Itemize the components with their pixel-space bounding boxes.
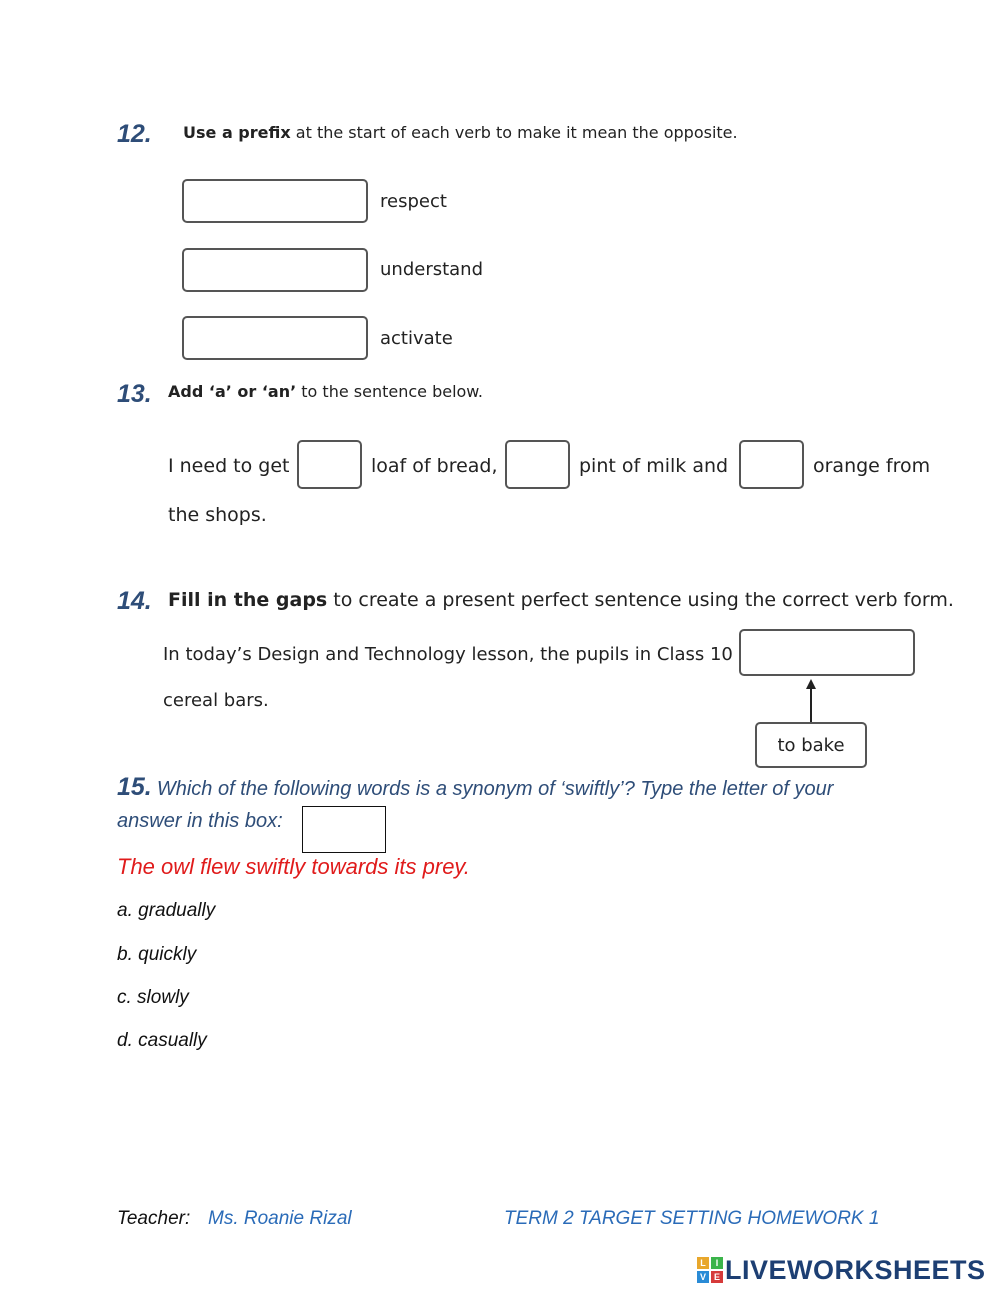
q13-text-3: pint of milk and	[579, 455, 729, 477]
q12-number: 12.	[117, 120, 152, 148]
logo-letter-e: E	[711, 1271, 723, 1283]
q13-text-4: orange from	[813, 455, 931, 477]
q12-prefix-input-3[interactable]	[182, 316, 368, 360]
q14-sentence-line1: In today’s Design and Technology lesson, the pupils in Class 10	[163, 644, 733, 665]
q15-answer-input[interactable]	[302, 806, 386, 853]
q13-article-input-2[interactable]	[505, 440, 570, 489]
q13-instruction-bold: Add ‘a’ or ‘an’	[168, 382, 297, 401]
q13-instruction	[168, 382, 483, 401]
q15-example-sentence: The owl flew swiftly towards its prey.	[117, 854, 470, 879]
q12-instruction	[183, 123, 738, 142]
footer-title: TERM 2 TARGET SETTING HOMEWORK 1	[504, 1208, 880, 1229]
q12-word-3: activate	[380, 328, 453, 349]
q15-option-a: a. gradually	[117, 900, 216, 921]
q13-instruction-rest: to the sentence below.	[296, 382, 484, 401]
q14-sentence-line2: cereal bars.	[163, 690, 269, 711]
q13-text-1: I need to get	[168, 455, 290, 477]
q14-instruction-bold: Fill in the gaps	[168, 589, 328, 611]
footer-teacher-name: Ms. Roanie Rizal	[208, 1208, 352, 1229]
q13-text-2: loaf of bread,	[371, 455, 498, 477]
q15-question-line2: answer in this box:	[117, 810, 283, 832]
q12-prefix-input-2[interactable]	[182, 248, 368, 292]
q14-instruction	[168, 589, 954, 611]
q13-text-line2: the shops.	[168, 504, 267, 526]
logo-letter-v: V	[697, 1271, 709, 1283]
q14-verb-input[interactable]	[739, 629, 915, 676]
logo-letter-i: I	[711, 1257, 723, 1269]
liveworksheets-logo-text: LIVEWORKSHEETS	[725, 1255, 986, 1285]
q15-number: 15.	[117, 773, 152, 801]
q13-number: 13.	[117, 380, 152, 408]
q13-article-input-1[interactable]	[297, 440, 362, 489]
q15-option-b: b. quickly	[117, 944, 197, 965]
q15-question-line1	[117, 773, 833, 802]
q14-instruction-rest: to create a present perfect sentence using the correct verb form.	[327, 589, 954, 611]
q15-question-text: Which of the following words is a synonym of ‘swiftly’? Type the letter of your	[156, 778, 834, 800]
q15-option-d: d. casually	[117, 1030, 207, 1051]
q15-option-c: c. slowly	[117, 987, 189, 1008]
q14-verb-label-box	[755, 722, 867, 768]
q12-instruction-bold: Use a prefix	[183, 123, 291, 142]
q12-word-2: understand	[380, 259, 484, 280]
q14-number: 14.	[117, 587, 152, 615]
q12-instruction-rest: at the start of each verb to make it mean the opposite.	[290, 123, 738, 142]
q14-arrow	[800, 678, 822, 724]
q12-word-1: respect	[380, 191, 447, 212]
q12-prefix-input-1[interactable]	[182, 179, 368, 223]
q13-article-input-3[interactable]	[739, 440, 804, 489]
logo-letter-l: L	[697, 1257, 709, 1269]
footer-teacher-label: Teacher:	[117, 1208, 191, 1229]
liveworksheets-logo-icon	[697, 1257, 723, 1283]
q14-verb-label: to bake	[777, 734, 845, 756]
